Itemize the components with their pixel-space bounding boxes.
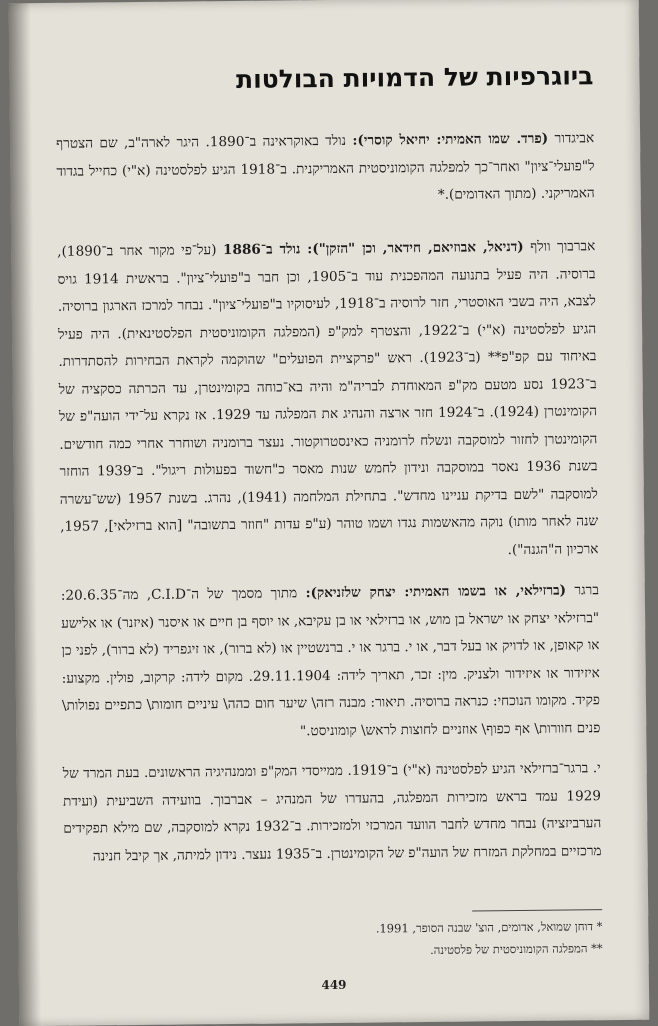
footnotes bbox=[64, 915, 602, 965]
entry-name: ברגר bbox=[574, 582, 599, 599]
entry-alias: (פרד. שמו האמיתי: יחיאל קוסרי): bbox=[352, 130, 549, 149]
page-title: ביוגרפיות של הדמויות הבולטות bbox=[235, 61, 594, 94]
page-number: 449 bbox=[321, 977, 347, 993]
footnote-separator bbox=[472, 909, 602, 911]
entry-berger bbox=[61, 577, 601, 748]
entry-text: (על־פי מקור אחר ב־1890), ברוסיה. היה פעיל בתנועה המהפכנית עוד ב־1905, וכן חבר ב"פועלי־ציון". בראשית 1914 גויס לצבא, היה בשבי האוסטרי, חזר לרוסיה ב־1918, לעיסוקיו ב"פועלי־ציון". נבחר למרכז הארגון ברוסיה. הגיע לפלסטינה (א"י) ב־1922, והצטרף למק"פ (המפלגה הקומוניסטית הפלסטינאית). היה פעיל באיחוד עם קפ"פ** (ב־1923). ראש "פרקציית הפועלים" שהוקמה לקראת הבחירות להסתדרות. ב־1923 נסע מטעם מק"פ המאוחדת לבריה"מ והיה בא־כוחה בקומינטרן, עד הכרתה כסקציה של הקומינטרן (1924). ב־1924 חזר ארצה והנהיג את המפלגה עד 1929. אז נקרא על־ידי הועה"פ של הקומינטרן לחזור למוסקבה ונשלח לרומניה כאינסטרוקטור. נעצר ברומניה ושוחרר אחרי כמה חודשים. בשנת 1936 נאסר במוסקבה ונידון לחמש שנות מאסר כ"חשוד בפעולות ריגול". ב־1939 הוחזר למוסקבה "לשם בדיקת עניינו מחדש". בתחילת המלחמה (1941), נהרג. בשנת 1957 (שש־עשרה שנה לאחר מותו) נוקה מהאשמות נגדו ושמו טוהר (ע"פ עדות "חוזר בתשובה" [הוא ברזילאי], 1957, ארכיון ה"הגנה"). bbox=[57, 242, 599, 558]
entry-averbukh bbox=[57, 233, 598, 569]
entry-alias: (ברזילאי, או בשמו האמיתי: יצחק שלזניאק): bbox=[305, 582, 567, 602]
entry-text: י. ברגר־ברזילאי הגיע לפלסטינה (א"י) ב־1919. ממייסדי המק"פ וממנהיגיה הראשונים. בעת המרד של 1929 עמד בראש מזכירות המפלגה, בהעדרו של המנהיג – אברבוך. בוועידה השביעית (ועידת הערביזציה) נבחר מחדש לחבר הוועד המרכזי ולמזכירות. ב־1932 נקרא למוסקבה, שם מילא תפקידים מרכזיים במחלקת המזרח של הועה"פ של הקומינטרן. ב־1935 נעצר. נידון למיתה, אך קיבל חנינה bbox=[62, 760, 602, 864]
entry-name: אברבוך וולף bbox=[530, 238, 596, 255]
footnote: * דוחן שמואל, אדומים, הוצ' שבנה הסופר, 1991. bbox=[375, 919, 603, 936]
entry-aviador bbox=[56, 125, 595, 213]
book-page bbox=[9, 0, 650, 1026]
entry-text: נולד באוקראינה ב־1890. היגר לארה"ב, שם הצטרף ל"פועלי־ציון" ואחר־כך למפלגה הקומוניסטית האמריקנית. ב־1918 הגיע לפלסטינה (א"י) כחייל בגדוד האמריקני. (מתוך האדומים).* bbox=[56, 132, 595, 203]
entry-berger-continued bbox=[63, 755, 602, 871]
footnote: ** המפלגה הקומוניסטית של פלסטינה. bbox=[429, 941, 603, 957]
entry-alias: (דניאל, אבוזיאם, חידאר, וכן "הזקן"): נולד ב־1886 bbox=[222, 238, 524, 259]
entry-text: מתוך מסמך של ה־C.I.D, מה־20.6.35: "ברזילאי יצחק או ישראל בן מוש, או ברזילאי או בן עקיבא, או יוסף בן חיים או איסנר (איזנר) או אלישע או קאופן, או לדויק או בעל דבר, או י. ברגר או י. ברנשטיין או (לא ברור), או זיגפריד (לא ברור), לפני כן איזידור או איזידור ולצניק. מין: זכר, תאריך לידה: 29.11.1904. מקום לידה: קרקוב, פולין. מקצוע: פקיד. מקומו הנוכחי: כנראה ברוסיה. תיאור: מבנה רזה\ שיער חום כהה\ עיניים חומות\ כתפיים נפולות\ פנים חוורות\ אף כפוף\ אוזניים לחוצות לראש\ קומוניסט." bbox=[60, 585, 601, 739]
entry-name: אביגדור bbox=[554, 130, 595, 147]
gutter-shadow bbox=[9, 3, 42, 1026]
